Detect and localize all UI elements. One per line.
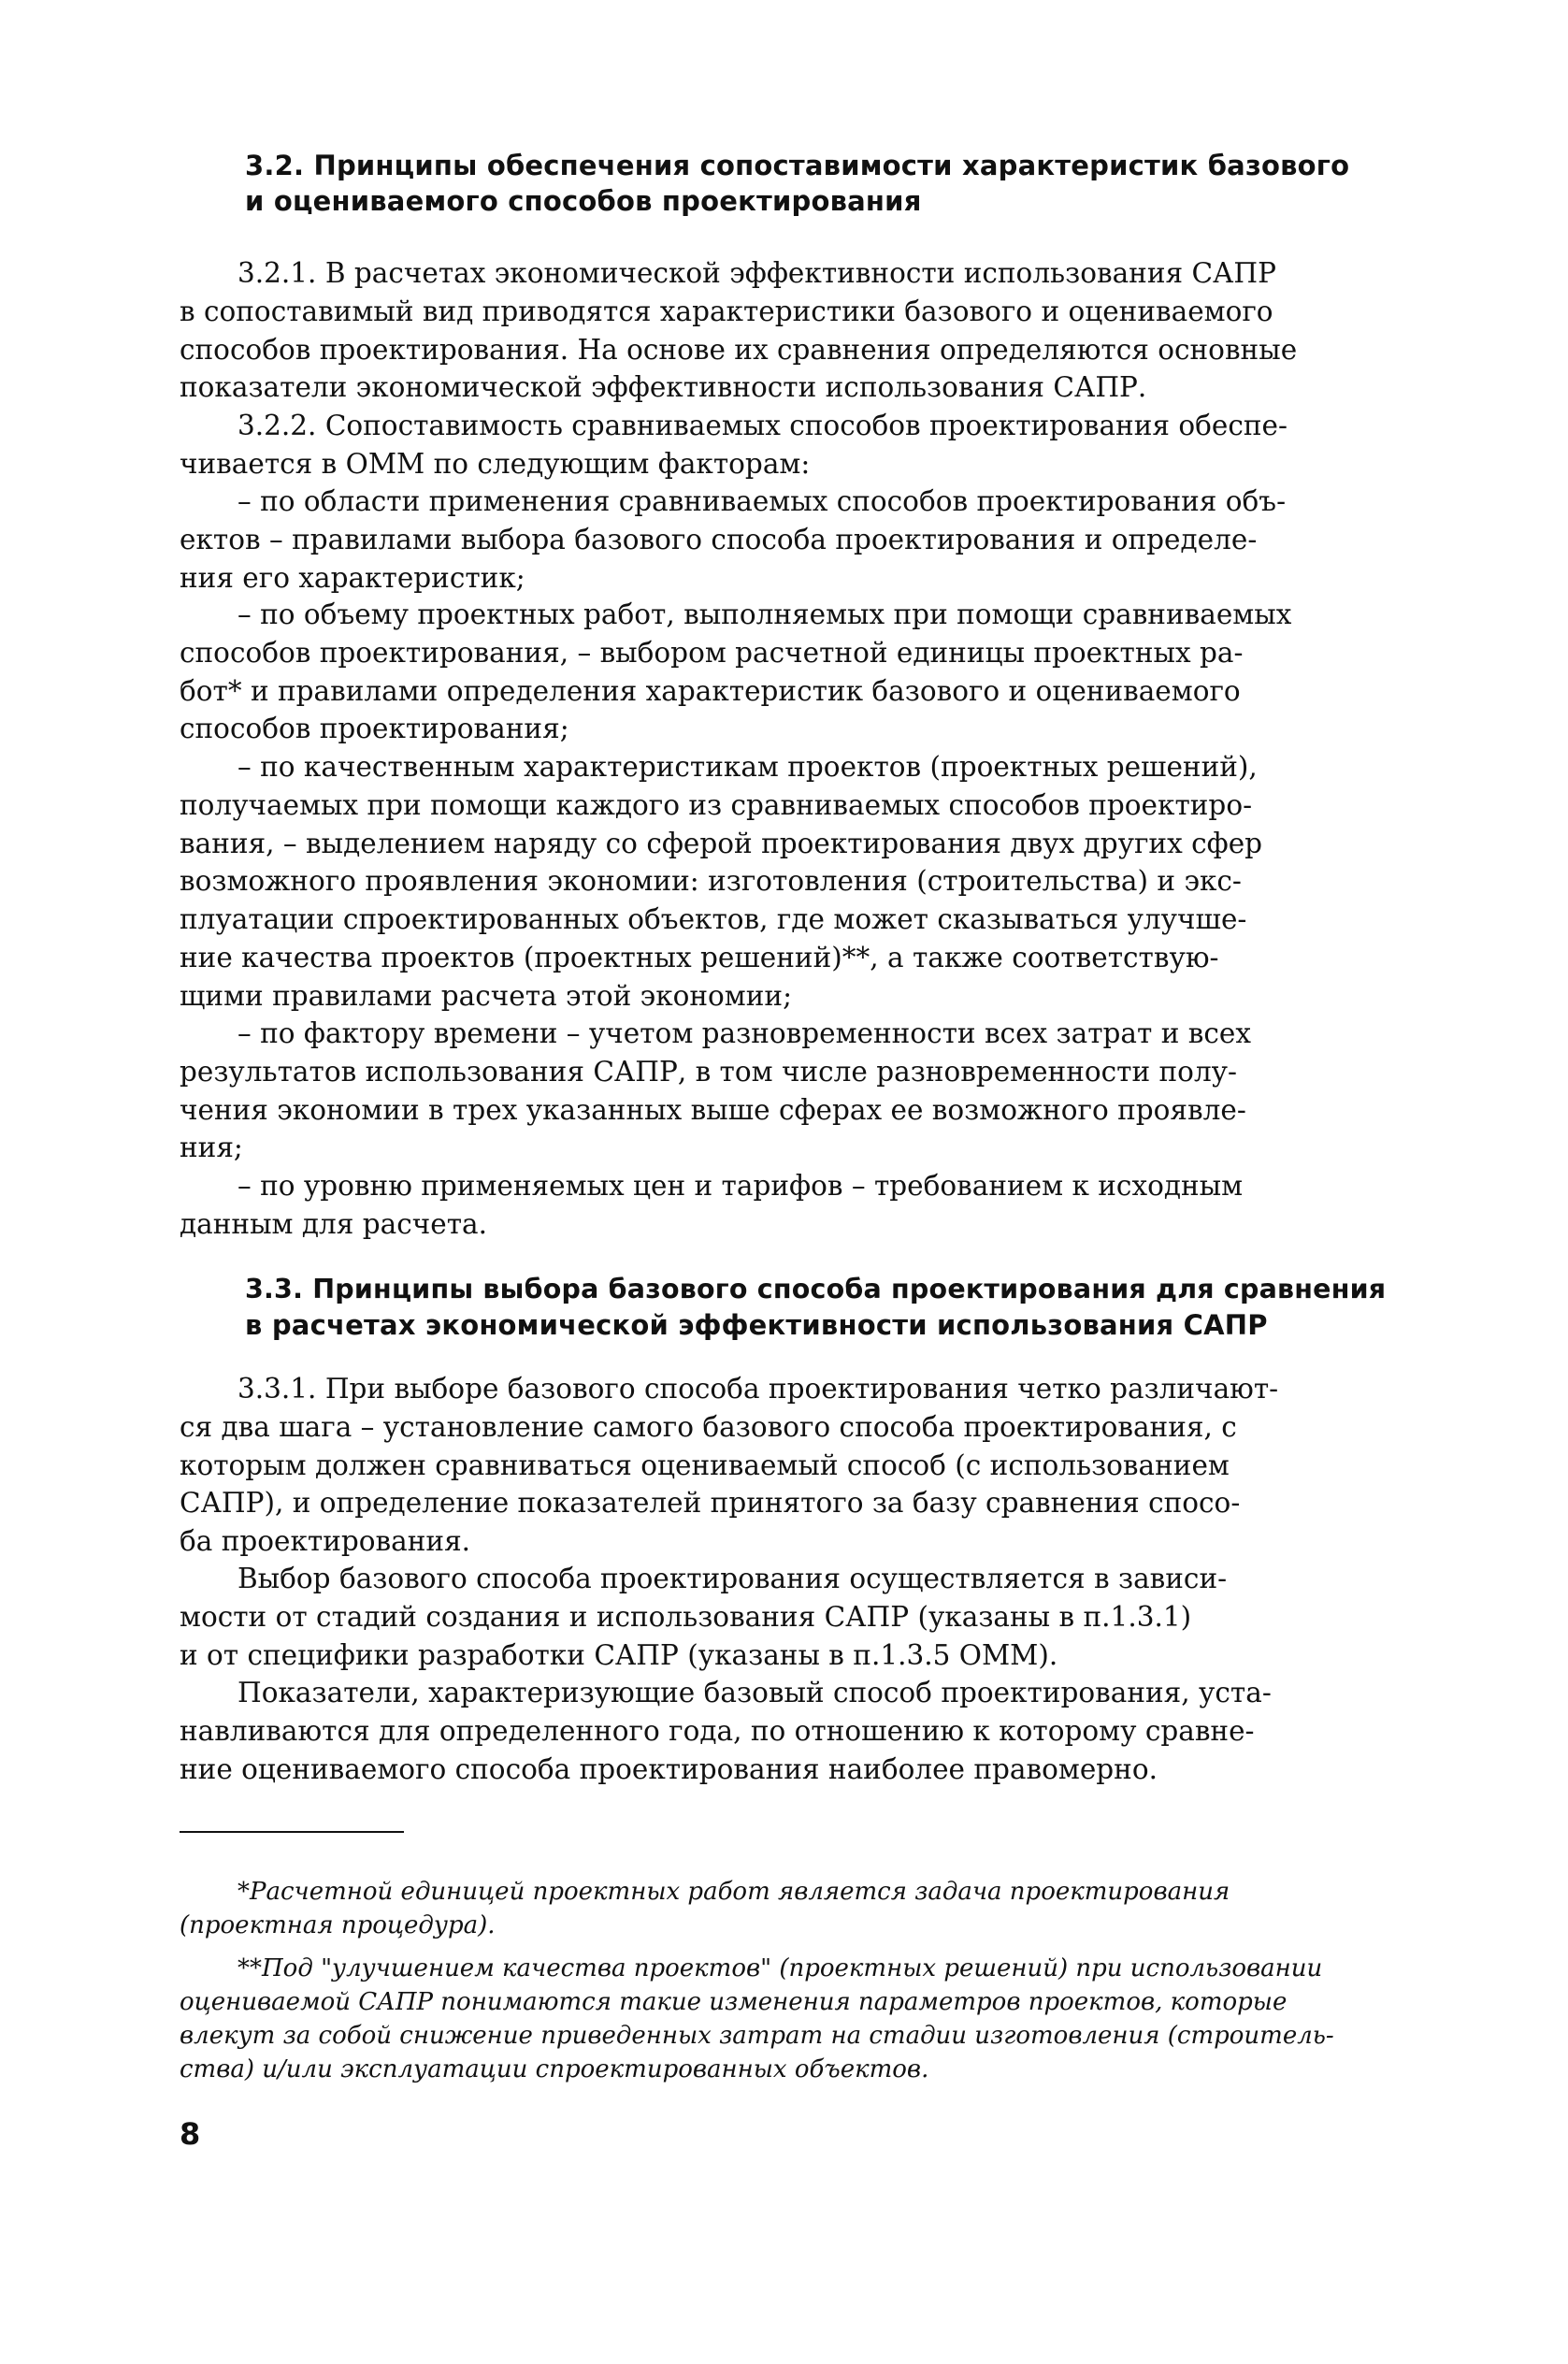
text-line: данным для расчета. (180, 1207, 488, 1240)
text-line: ба проектирования. (180, 1525, 471, 1558)
list-item-volume (180, 596, 1414, 748)
text-line: 3.2.1. В расчетах экономической эффективности использования САПР (237, 257, 1276, 289)
footnote-2 (180, 1952, 1414, 2086)
text-line: Показатели, характеризующие базовый способ проектирования, уста- (237, 1677, 1272, 1708)
text-line: вания, – выделением наряду со сферой проектирования двух других сфер (180, 827, 1263, 859)
paragraph-3-2-1 (180, 254, 1414, 407)
footnote-line: (проектная процедура). (180, 1911, 496, 1939)
text-line: ние качества проектов (проектных решений)**, а также соответствую- (180, 941, 1219, 973)
text-line: ние оцениваемого способа проектирования наиболее правомерно. (180, 1752, 1158, 1785)
text-line: – по фактору времени – учетом разновременности всех затрат и всех (237, 1017, 1251, 1049)
text-line: способов проектирования, – выбором расчетной единицы проектных ра- (180, 636, 1244, 669)
paragraph-3-3-1 (180, 1370, 1414, 1561)
text-line: мости от стадий создания и использования САПР (указаны в п.1.3.1) (180, 1600, 1192, 1633)
heading-line: 3.3. Принципы выбора базового способа проектирования для сравнения (245, 1274, 1387, 1305)
text-line: навливаются для определенного года, по отношению к которому сравне- (180, 1714, 1255, 1747)
list-item-quality (180, 748, 1414, 1016)
text-line: щими правилами расчета этой экономии; (180, 979, 793, 1012)
text-line: ния его характеристик; (180, 561, 525, 594)
text-line: способов проектирования. На основе их сравнения определяются основные (180, 333, 1298, 366)
text-line: ния; (180, 1132, 243, 1164)
list-item-prices (180, 1167, 1414, 1244)
paragraph-indicators (180, 1674, 1414, 1788)
text-line: бот* и правилами определения характеристик базового и оцениваемого (180, 674, 1241, 707)
text-line: Выбор базового способа проектирования осуществляется в зависи- (237, 1563, 1228, 1594)
list-item-scope (180, 483, 1414, 597)
text-line: чивается в ОММ по следующим факторам: (180, 447, 811, 480)
text-line: способов проектирования; (180, 713, 569, 745)
list-item-time (180, 1015, 1414, 1167)
footnote-divider (180, 1831, 404, 1833)
text-line: – по уровню применяемых цен и тарифов – требованием к исходным (237, 1170, 1244, 1202)
text-line: ся два шага – установление самого базового способа проектирования, с (180, 1410, 1237, 1443)
footnote-line: ства) и/или эксплуатации спроектированных объектов. (180, 2055, 929, 2083)
text-line: и от специфики разработки САПР (указаны в п.1.3.5 ОММ). (180, 1638, 1058, 1671)
heading-line: 3.2. Принципы обеспечения сопоставимости характеристик базового (245, 150, 1350, 181)
section-3-2-heading (245, 148, 1404, 219)
text-line: чения экономии в трех указанных выше сферах ее возможного проявле- (180, 1093, 1246, 1126)
footnote-1 (180, 1875, 1414, 1942)
document-page (180, 0, 1414, 2364)
paragraph-3-2-2 (180, 407, 1414, 483)
page-number: 8 (180, 2116, 201, 2152)
text-line: получаемых при помощи каждого из сравниваемых способов проектиро- (180, 788, 1253, 821)
text-line: САПР), и определение показателей принятого за базу сравнения спосо- (180, 1487, 1241, 1520)
text-line: возможного проявления экономии: изготовления (строительства) и экс- (180, 865, 1242, 898)
text-line: – по качественным характеристикам проектов (проектных решений), (237, 751, 1258, 783)
text-line: результатов использования САПР, в том числе разновременности полу- (180, 1055, 1238, 1088)
heading-line: в расчетах экономической эффективности использования САПР (245, 1309, 1268, 1341)
text-line: – по объему проектных работ, выполняемых при помощи сравниваемых (237, 598, 1292, 630)
text-line: ектов – правилами выбора базового способа проектирования и определе- (180, 523, 1258, 555)
footnote-line: **Под "улучшением качества проектов" (проектных решений) при использовании (237, 1954, 1323, 1982)
text-line: плуатации спроектированных объектов, где может сказываться улучше- (180, 903, 1247, 936)
section-3-3-heading (245, 1272, 1404, 1343)
text-line: 3.3.1. При выборе базового способа проектирования четко различают- (237, 1373, 1279, 1405)
text-line: в сопоставимый вид приводятся характеристики базового и оцениваемого (180, 295, 1273, 327)
text-line: – по области применения сравниваемых способов проектирования объ- (237, 485, 1287, 517)
paragraph-base-choice (180, 1560, 1414, 1674)
footnote-line: *Расчетной единицей проектных работ является задача проектирования (237, 1878, 1230, 1906)
text-line: которым должен сравниваться оцениваемый способ (с использованием (180, 1449, 1230, 1481)
heading-line: и оцениваемого способов проектирования (245, 185, 922, 217)
text-line: показатели экономической эффективности использования САПР. (180, 371, 1147, 404)
text-line: 3.2.2. Сопоставимость сравниваемых способов проектирования обеспе- (237, 410, 1287, 441)
footnote-line: оцениваемой САПР понимаются такие изменения параметров проектов, которые (180, 1988, 1287, 2016)
footnote-line: влекут за собой снижение приведенных затрат на стадии изготовления (строитель- (180, 2022, 1334, 2050)
